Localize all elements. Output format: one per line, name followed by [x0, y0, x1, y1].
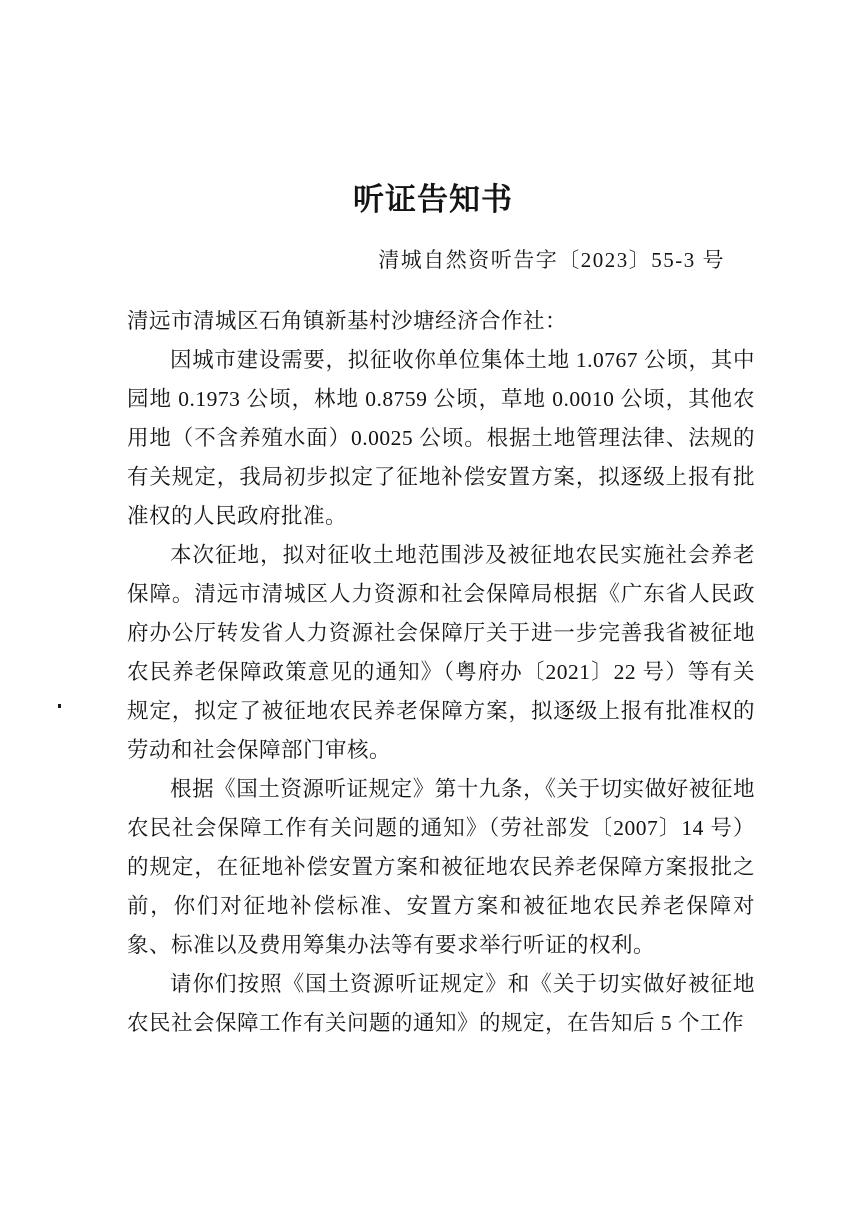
- paragraph-hearing-instruction: 请你们按照《国土资源听证规定》和《关于切实做好被征地农民社会保障工作有关问题的通知》的规定，在告知后 5 个工作: [127, 972, 755, 1035]
- scan-artifact-dot: [58, 704, 61, 708]
- document-title: 听证告知书: [353, 182, 513, 217]
- paragraph-social-security: 本次征地，拟对征收土地范围涉及被征地农民实施社会养老保障。清远市清城区人力资源和社会保障局根据《广东省人民政府办公厅转发省人力资源社会保障厅关于进一步完善我省被征地农民养老保障政策意见的通知》（粤府办〔2021〕22 号）等有关规定，拟定了被征地农民养老保障方案，拟逐级上报有批准权的劳动和社会保障部门审核。: [127, 543, 755, 762]
- document-number: 清城自然资听告字〔2023〕55-3 号: [378, 248, 725, 272]
- addressee-line: 清远市清城区石角镇新基村沙塘经济合作社：: [127, 309, 568, 333]
- paragraph-hearing-rights: 根据《国土资源听证规定》第十九条，《关于切实做好被征地农民社会保障工作有关问题的通知》（劳社部发〔2007〕14 号）的规定，在征地补偿安置方案和被征地农民养老保障方案报批之前，你们对征地补偿标准、安置方案和被征地农民养老保障对象、标准以及费用筹集办法等有要求举行听证的权利。: [127, 777, 755, 957]
- paragraph-land-acquisition: 因城市建设需要，拟征收你单位集体土地 1.0767 公顷，其中园地 0.1973 公顷，林地 0.8759 公顷，草地 0.0010 公顷，其他农用地（不含养殖水面）0.0025 公顷。根据土地管理法律、法规的有关规定，我局初步拟定了征地补偿安置方案，拟逐级上报有批准权的人民政府批准。: [127, 348, 755, 528]
- document-body: [127, 302, 755, 1043]
